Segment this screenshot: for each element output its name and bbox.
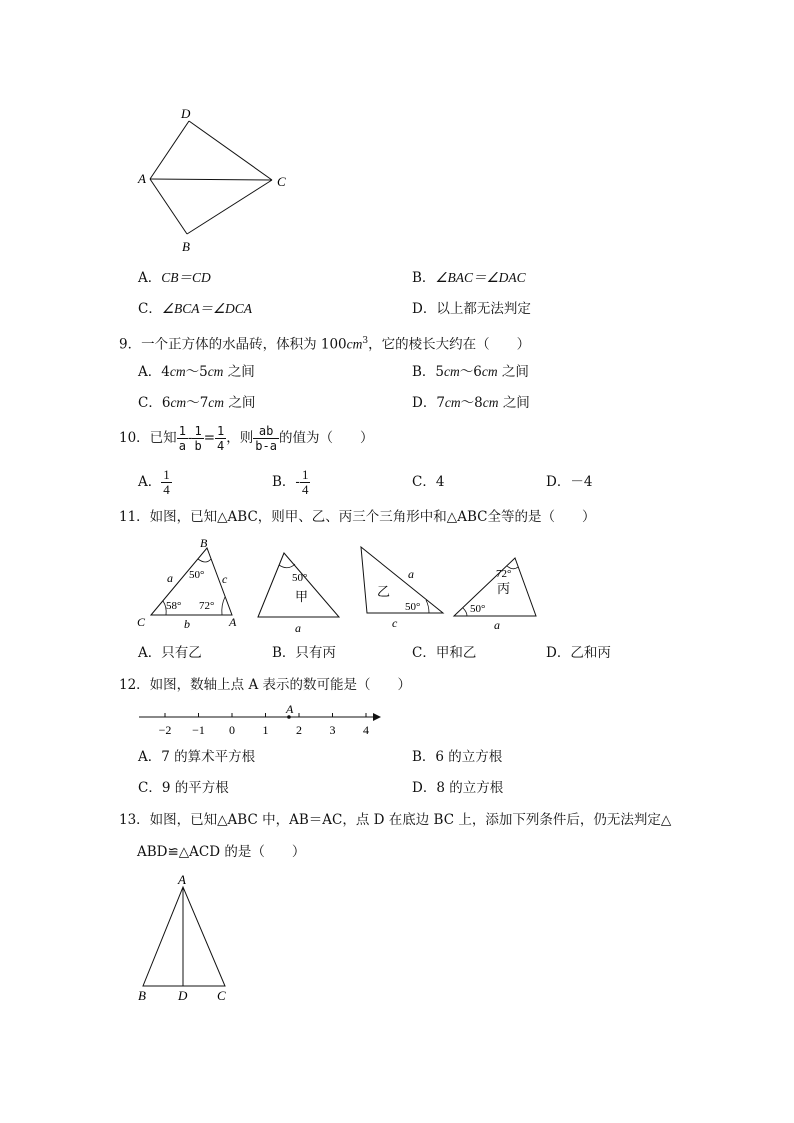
segment-dc	[189, 121, 272, 180]
q12-number-line	[135, 702, 385, 740]
q8-option-d-prefix: D．	[412, 301, 437, 317]
q9-option-b-from: 5	[435, 364, 445, 380]
q11-abc-angle-c: 58°	[166, 600, 182, 612]
q12-tick-label: 1	[262, 723, 269, 737]
q9-option-a-prefix: A．	[138, 364, 162, 380]
q9-option-b-prefix: B．	[412, 364, 436, 380]
q10-f2-num: 1	[194, 424, 202, 438]
q12-tick-label: −1	[192, 723, 205, 737]
segment-bc	[187, 180, 272, 234]
q11-abc-side-b: b	[184, 617, 190, 630]
q10-f4-den: b-a	[255, 439, 277, 453]
q9-option-b	[412, 363, 529, 381]
q9-option-d-from: 7	[436, 395, 445, 411]
label-c: C	[277, 174, 286, 189]
q11-stem: 11．如图，已知△ABC，则甲、乙、丙三个三角形中和△ABC全等的是（ ）	[119, 509, 596, 525]
q9-option-b-tilde: ～	[459, 364, 474, 380]
q11-option-d: D．乙和丙	[546, 645, 611, 661]
q11-jia-angle: 50°	[292, 572, 308, 584]
q9-option-c-unit2: cm	[208, 395, 225, 410]
q9-option-a	[138, 363, 255, 381]
q9-option-c-prefix: C．	[138, 395, 162, 411]
q10-option-b-fraction	[300, 468, 311, 497]
q10-stem-pre: 10．已知	[119, 430, 177, 446]
q8-option-d	[412, 300, 531, 318]
q10-option-a-den: 4	[163, 482, 170, 497]
q9-option-b-unit2: cm	[481, 364, 498, 379]
q10-option-b-num: 1	[301, 467, 309, 482]
q11-triangle-yi	[355, 540, 450, 632]
q13-stem-line1: 13．如图，已知△ABC 中，AB＝AC，点 D 在底边 BC 上，添加下列条件后，仍无法判定△	[119, 812, 672, 828]
q11-abc-side-c: c	[222, 572, 228, 586]
q9-stem	[119, 332, 530, 354]
q13-label-a: A	[178, 872, 186, 887]
q10-f1-num: 1	[178, 424, 186, 438]
q10-option-b	[272, 466, 310, 498]
q11-triangle-bing	[450, 555, 545, 635]
label-b: B	[182, 239, 190, 254]
q11-yi-angle: 50°	[405, 601, 421, 613]
q9-option-b-suffix: 之间	[501, 364, 529, 380]
segment-ad	[150, 121, 189, 179]
q12-option-a: A．7 的算术平方根	[138, 749, 256, 765]
q11-abc-angle-a: 72°	[199, 600, 215, 612]
q11-arc-b	[198, 559, 211, 562]
q11-abc-label-b: B	[200, 536, 208, 550]
q9-option-b-to: 6	[473, 364, 482, 380]
q9-option-a-to: 5	[199, 364, 208, 380]
q11-option-a: A．只有乙	[138, 645, 202, 661]
q9-option-a-unit2: cm	[207, 364, 224, 379]
q10-option-c: C．4	[412, 474, 445, 490]
segment-ac	[150, 179, 272, 180]
q9-option-a-from: 4	[161, 364, 170, 380]
q10-f3-den: 4	[217, 439, 225, 453]
q11-arc-a	[222, 597, 225, 615]
q10-option-d: D．－4	[546, 474, 593, 490]
q10-fraction-1-over-b	[192, 424, 203, 453]
q8-option-c	[138, 300, 252, 318]
q11-jia-side: a	[295, 621, 301, 635]
q10-f1-den: a	[178, 439, 186, 453]
q13-isosceles-figure	[130, 870, 240, 1005]
q12-axis-arrow	[373, 713, 381, 721]
q12-point-a-label: A	[285, 702, 294, 716]
q11-abc-label-a: A	[229, 615, 237, 629]
q11-bing-side: a	[494, 618, 500, 632]
q9-option-c-tilde: ～	[186, 395, 200, 411]
q11-abc-label-c: C	[137, 615, 146, 629]
q11-triangle-yi-shape	[361, 547, 443, 613]
q11-bing-name: 丙	[497, 581, 511, 596]
q10-f3-num: 1	[217, 424, 225, 438]
q9-option-d	[412, 394, 530, 412]
q9-option-d-prefix: D．	[412, 395, 437, 411]
label-d: D	[181, 106, 191, 121]
q10-stem-post: 的值为（ ）	[278, 430, 374, 446]
q11-triangle-bing-shape	[454, 558, 536, 616]
q10-equals: =	[203, 430, 216, 446]
q10-option-a-fraction	[161, 468, 172, 497]
q9-option-c	[138, 394, 255, 412]
q9-option-a-tilde: ～	[185, 364, 200, 380]
q11-abc-side-a: a	[167, 571, 173, 585]
q11-abc-angle-b: 50°	[189, 569, 205, 581]
q11-jia-name: 甲	[295, 589, 309, 604]
segment-ab	[150, 179, 187, 234]
q11-bing-angle-left: 50°	[470, 603, 486, 615]
q9-option-c-unit1: cm	[170, 395, 187, 410]
q11-bing-angle-top: 72°	[496, 568, 512, 580]
q12-option-b: B．6 的立方根	[412, 749, 503, 765]
q9-option-c-suffix: 之间	[228, 395, 256, 411]
q8-option-c-prefix: C．	[138, 301, 162, 317]
kite-figure	[130, 100, 300, 260]
q12-stem: 12．如图，数轴上点 A 表示的数可能是（ ）	[119, 677, 412, 693]
q9-option-d-to: 8	[474, 395, 483, 411]
q13-triangle-abc	[143, 887, 225, 986]
q10-fraction-ab-over-b-minus-a	[253, 424, 279, 453]
q10-option-b-den: 4	[301, 482, 309, 497]
q10-stem-mid: ，则	[226, 430, 254, 446]
q9-option-a-suffix: 之间	[227, 364, 255, 380]
q13-label-d: D	[178, 988, 188, 1003]
q8-option-b-text: ∠BAC＝∠DAC	[435, 270, 526, 285]
q10-option-b-sign: -	[295, 474, 300, 490]
q8-option-b-prefix: B．	[412, 270, 436, 286]
q10-option-b-prefix: B．	[272, 474, 296, 490]
q10-stem	[119, 422, 373, 454]
q11-option-b: B．只有丙	[272, 645, 336, 661]
q12-tick-label: 0	[229, 723, 235, 737]
q12-tick-label: 4	[363, 723, 369, 737]
q9-stem-pre: 9．一个正方体的水晶砖，体积为 100	[119, 336, 347, 353]
q10-option-a-num: 1	[163, 467, 170, 482]
q9-option-c-to: 7	[199, 395, 209, 411]
q10-option-a-prefix: A．	[138, 474, 162, 490]
q9-option-a-unit1: cm	[169, 364, 186, 379]
q13-stem-line2: ABD≌△ACD 的是（ ）	[137, 844, 306, 860]
q12-option-c: C．9 的平方根	[138, 780, 229, 796]
q10-option-a	[138, 466, 172, 498]
q9-stem-sup: 3	[362, 336, 369, 346]
q10-fraction-1-over-a	[177, 424, 188, 453]
q8-option-a-text: CB＝CD	[161, 270, 211, 285]
q13-label-b: B	[138, 988, 146, 1003]
q10-minus: -	[187, 430, 193, 446]
q12-option-d: D．8 的立方根	[412, 780, 504, 796]
q8-option-a-prefix: A．	[138, 270, 162, 286]
q11-triangle-abc	[134, 535, 244, 630]
label-a: A	[138, 171, 146, 186]
q11-triangle-jia	[254, 545, 344, 635]
q11-jia-arc	[279, 564, 295, 568]
q11-triangle-jia-shape	[258, 553, 339, 617]
q11-triangle-abc-shape	[151, 548, 232, 615]
q12-tick-label: 2	[296, 723, 302, 737]
q8-option-d-text: 以上都无法判定	[436, 301, 531, 317]
q8-option-c-text: ∠BCA＝∠DCA	[161, 301, 253, 316]
q11-option-c: C．甲和乙	[412, 645, 477, 661]
q9-option-b-unit1: cm	[444, 364, 460, 379]
q8-option-a	[138, 269, 211, 287]
q8-option-b	[412, 269, 526, 287]
q9-option-c-from: 6	[161, 395, 171, 411]
q10-f2-den: b	[194, 439, 202, 453]
q9-option-d-unit1: cm	[444, 395, 461, 410]
q9-option-d-suffix: 之间	[502, 395, 530, 411]
q9-option-d-unit2: cm	[482, 395, 499, 410]
q9-stem-post: ，它的棱长大约在（ ）	[368, 336, 531, 353]
q11-yi-name: 乙	[377, 584, 391, 599]
q12-tick-label: 3	[329, 723, 336, 737]
q9-option-d-tilde: ～	[460, 395, 475, 411]
q11-yi-side-a: a	[408, 567, 414, 581]
q11-bing-arc-left	[463, 608, 467, 616]
q12-tick-label: −2	[158, 723, 172, 737]
q10-f4-num: ab	[253, 424, 279, 439]
q10-fraction-1-over-4	[215, 424, 226, 453]
q13-label-c: C	[217, 988, 226, 1003]
q9-stem-unit: cm	[346, 336, 363, 352]
q11-yi-side-c: c	[392, 616, 398, 630]
